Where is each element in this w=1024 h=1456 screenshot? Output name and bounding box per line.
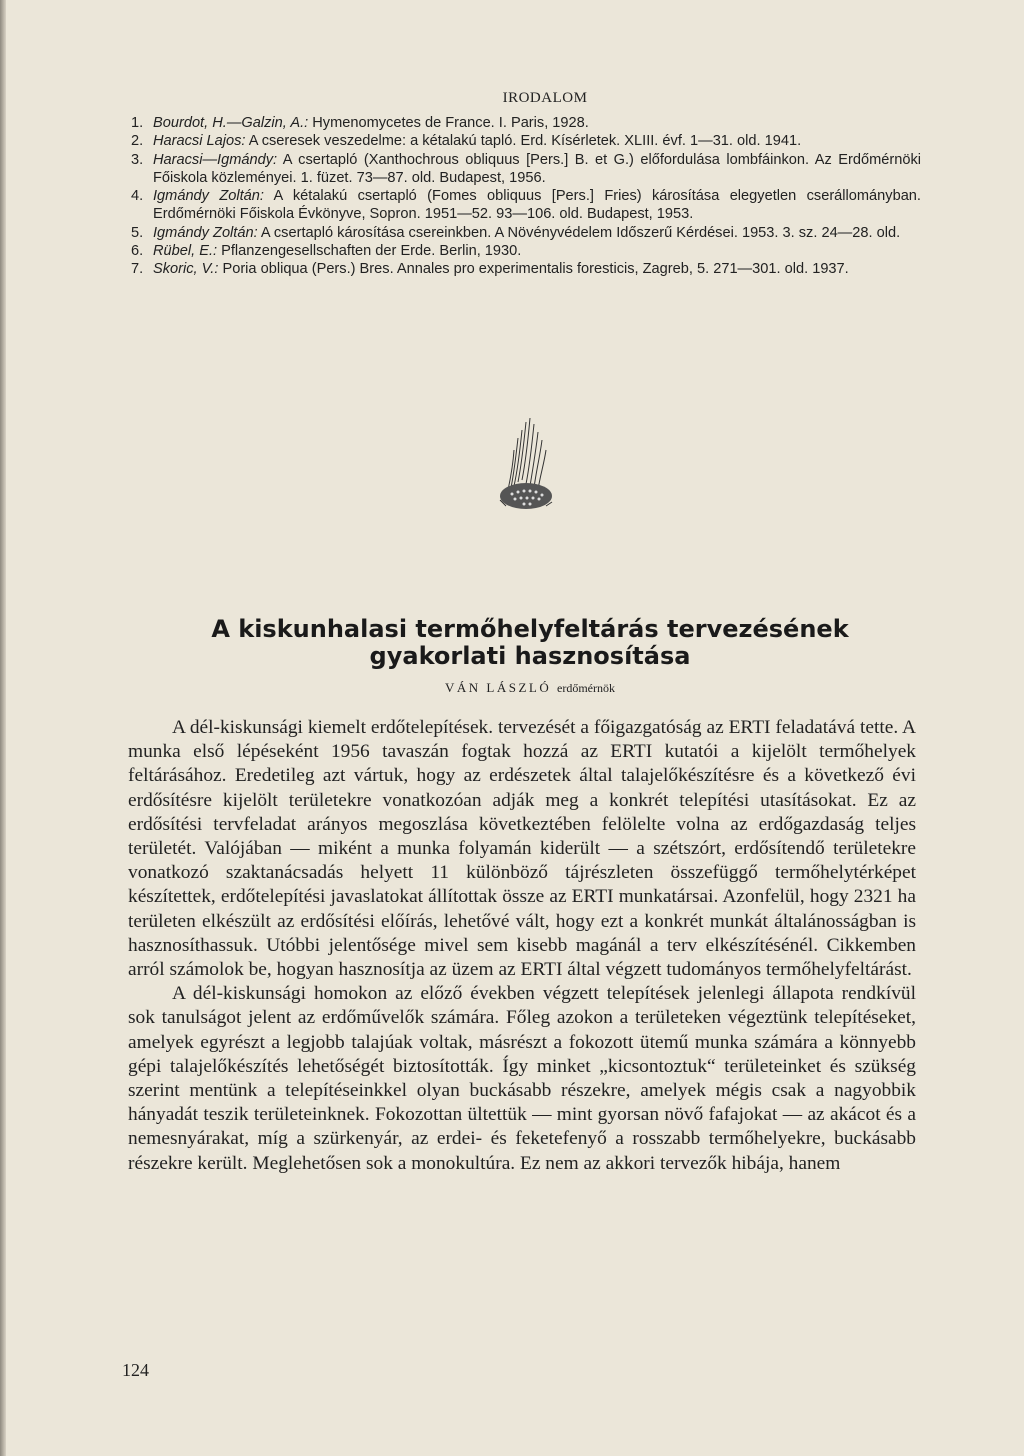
reference-author: Haracsi—Igmándy: <box>153 151 278 168</box>
reference-text: Poria obliqua (Pers.) Bres. Annales pro experimentalis foresticis, Zagreb, 5. 271—301. old. 1937. <box>218 261 849 278</box>
reference-number: 6. <box>131 243 144 260</box>
references-list <box>131 114 921 279</box>
reference-number: 1. <box>131 115 144 131</box>
reference-author: Haracsi Lajos: <box>153 133 246 150</box>
article-title: A kiskunhalasi termőhelyfeltárás tervezésének gyakorlati hasznosítása <box>211 615 849 670</box>
author-name: VÁN LÁSZLÓ <box>445 680 552 695</box>
reference-item <box>131 114 921 132</box>
reference-number: 3. <box>131 151 144 168</box>
cone-branch-illustration-icon <box>478 410 578 520</box>
reference-author: Bourdot, H.—Galzin, A.: <box>153 115 309 131</box>
body-paragraph: A dél-kiskunsági kiemelt erdőtelepítések. tervezését a főigazgatóság az ERTI feladatává tette. A munka első lépéseként 1956 tavaszán fogtak hozzá az ERTI kutatói a kijelölt termőhelyek feltárásához. Eredetileg azt vártuk, hogy az erdészetek által talajelőkészítésre és a következő évi erdősítésre kijelölt területekre vonatkozóan adják meg a konkrét telepítési utasításokat. Ez az erdősítési tervfeladat arányos megoszlása következtében felölelte volna az erdőgazdaság teljes területét. Valójában — miként a munka folyamán kiderült — a szétszórt, erdősítendő területekre vonatkozó szaktanácsadás helyett 11 különböző tájrészleten összefüggő termőhelytérképet készítettek, erdőtelepítési javaslatokat állítottak össze az ERTI munkatársai. Azonfelül, hogy 2321 ha területen elkészült az erdősítési előírás, lehetővé vált, hogy ezt a konkrét munkát általánosságban is hasznosíthassuk. Utóbbi jelentősége mivel sem kisebb magánál a terv elkészítésénél. Cikkemben arról számolok be, hogyan hasznosítja az üzem az ERTI által végzett tudományos termőhelyfeltárást. <box>128 717 916 981</box>
references-heading: IRODALOM <box>502 90 588 106</box>
reference-author: Skoric, V.: <box>153 261 219 278</box>
reference-number: 7. <box>131 261 144 278</box>
page-number: 124 <box>122 1360 149 1380</box>
article-author <box>140 680 920 696</box>
reference-text: A csertapló károsítása csereinkben. A Növényvédelem Időszerű Kérdései. 1953. 3. sz. 24—28. old. <box>257 224 901 241</box>
reference-item <box>131 224 921 242</box>
reference-author: Igmándy Zoltán: <box>153 188 264 205</box>
reference-item <box>131 260 921 278</box>
reference-author: Rübel, E.: <box>153 243 218 260</box>
reference-number: 5. <box>131 224 144 241</box>
reference-text: A kétalakú csertapló (Fomes obliquus [Pers.] Fries) károsítása elegyetlen cserállományban. Erdőmérnöki Főiskola Évkönyve, Sopron. 1951—52. 93—106. old. Budapest, 1953. <box>153 188 921 223</box>
reference-item <box>131 151 921 188</box>
reference-text: Hymenomycetes de France. I. Paris, 1928. <box>308 115 589 131</box>
author-role: erdőmérnök <box>557 681 615 695</box>
reference-item <box>131 187 921 224</box>
reference-item <box>131 242 921 260</box>
reference-number: 2. <box>131 133 144 150</box>
body-paragraph: A dél-kiskunsági homokon az előző években végzett telepítések jelenlegi állapota rendkívül sok tanulságot jelent az erdőművelők számára. Főleg azokon a területeken végeztünk telepítéseket, amelyek egyrészt a legjobb talajúak voltak, másrészt a fokozott ütemű munka számára a könnyebb gépi talajelőkészítés lehetőségét biztosították. Így minket „kicsontoztuk“ területeinket és szükség szerint mentünk a telepítéseinkkel olyan buckásabb részekre, amelyek mégis csak a nagyobbik hányadát teszik területeinknek. Fokozottan ültettük — mint gyorsan növő fafajokat — az akácot és a nemesnyárakat, míg a szürkenyár, az erdei- és feketefenyő a rosszabb termőhelyekre, buckásabb részekre került. Meglehetősen sok a monokultúra. Ez nem az akkori tervezők hibája, hanem <box>128 983 916 1174</box>
reference-text: A cseresek veszedelme: a kétalakú tapló. Erd. Kísérletek. XLIII. évf. 1—31. old. 1941. <box>245 133 802 150</box>
reference-text: Pflanzengesellschaften der Erde. Berlin, 1930. <box>217 243 522 260</box>
reference-author: Igmándy Zoltán: <box>153 224 258 241</box>
reference-text: A csertapló (Xanthochrous obliquus [Pers.] B. et G.) előfordulása lombfáinkon. Az Erdőmérnöki Főiskola közleményei. 1. füzet. 73—87. old. Budapest, 1956. <box>153 151 921 186</box>
reference-number: 4. <box>131 188 144 205</box>
page-gutter <box>0 0 6 1456</box>
reference-item <box>131 132 921 150</box>
article-body <box>128 716 916 1176</box>
